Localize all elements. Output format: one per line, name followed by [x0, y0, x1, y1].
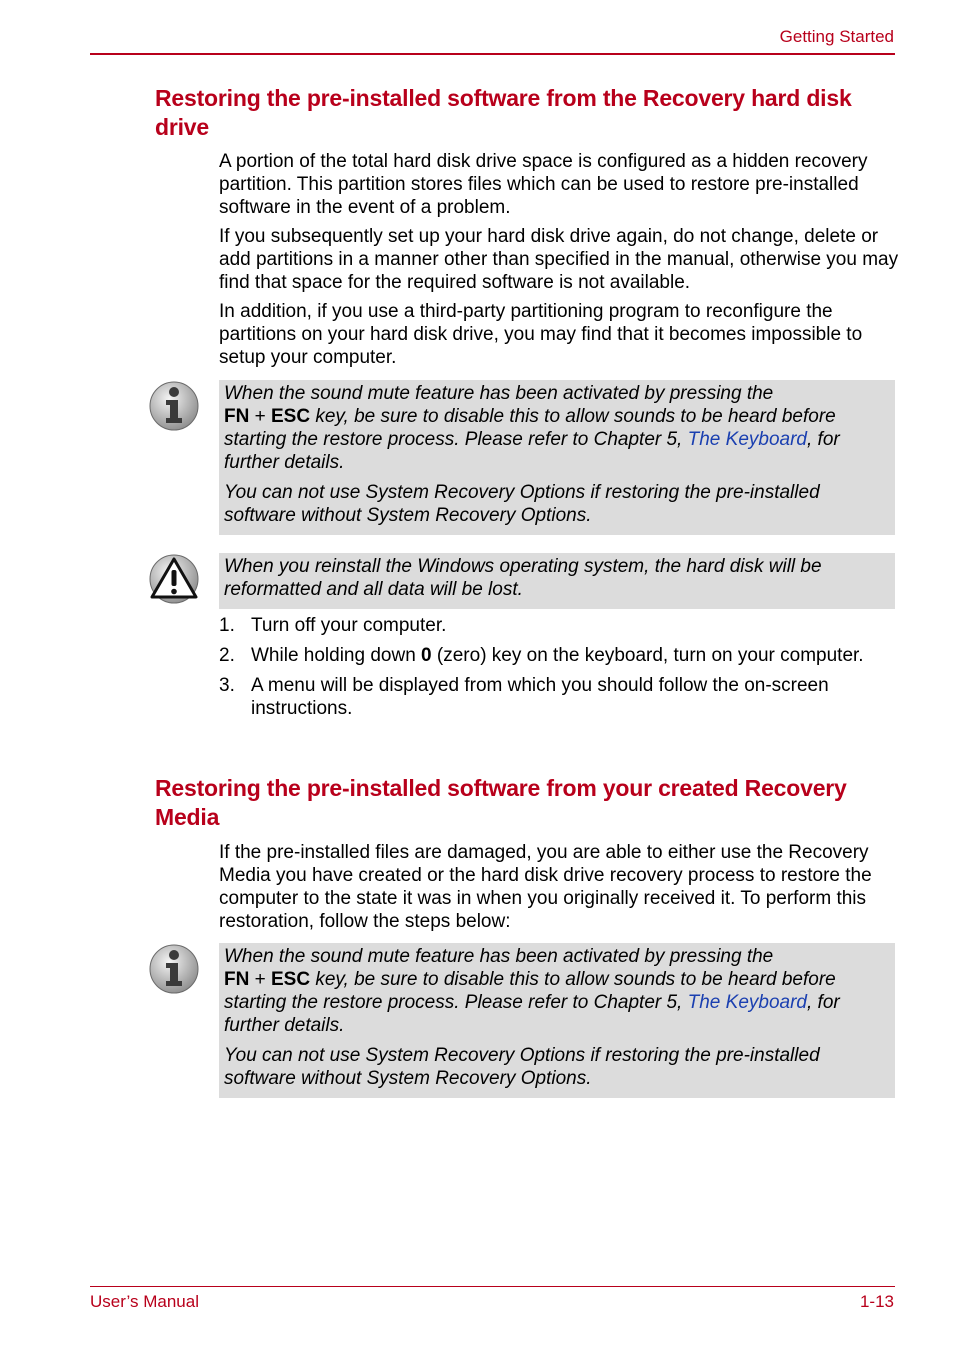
- link-the-keyboard[interactable]: The Keyboard: [687, 429, 807, 450]
- note-text: You can not use System Recovery Options if restoring the pre-installed software without System Recovery Options.: [224, 482, 820, 526]
- note-text: When the sound mute feature has been activated by pressing the FN + ESC key, be sure to disable this to allow sounds to be heard before starting the restore process. Please refer to Chapter 5, The Keyboard, for further details.: [224, 946, 840, 1036]
- page-number: 1-13: [859, 1292, 894, 1311]
- warning-icon: [148, 553, 200, 605]
- key-fn: FN: [224, 406, 250, 427]
- paragraph: If the pre-installed files are damaged, you are able to either use the Recovery Media you have created or the hard disk drive recovery process to restore the computer to the state it was in when you originally received it. To perform this restoration, follow the steps below:: [219, 842, 872, 932]
- note-box: [219, 380, 895, 535]
- list-item: 3. A menu will be displayed from which you should follow the on-screen instructions.: [219, 675, 829, 719]
- warning-box: [219, 553, 895, 609]
- link-the-keyboard[interactable]: The Keyboard: [687, 992, 807, 1013]
- list-item: 1. Turn off your computer.: [219, 615, 447, 636]
- list-item: 2. While holding down 0 (zero) key on the keyboard, turn on your computer.: [219, 645, 864, 666]
- note-text: You can not use System Recovery Options if restoring the pre-installed software without System Recovery Options.: [224, 1045, 820, 1089]
- steps-list: [219, 614, 899, 727]
- warning-text: When you reinstall the Windows operating system, the hard disk will be reformatted and all data will be lost.: [224, 556, 822, 600]
- footer-rule: [90, 1286, 895, 1287]
- paragraph: If you subsequently set up your hard disk drive again, do not change, delete or add partitions in a manner other than specified in the manual, otherwise you may find that space for the required software is not available.: [219, 226, 899, 293]
- info-icon: [148, 380, 200, 432]
- header-rule: [90, 53, 895, 55]
- section-heading-recovery-media: Restoring the pre-installed software from your created Recovery Media: [155, 775, 847, 830]
- key-esc: ESC: [271, 969, 311, 990]
- paragraph: A portion of the total hard disk drive space is configured as a hidden recovery partition. This partition stores files which can be used to restore pre-installed software in the event of a problem.: [219, 151, 868, 218]
- note-box: [219, 943, 895, 1098]
- info-icon: [148, 943, 200, 995]
- header-section-title: Getting Started: [779, 27, 894, 46]
- key-esc: ESC: [271, 406, 311, 427]
- section-heading-recovery-hdd: Restoring the pre-installed software from the Recovery hard disk drive: [155, 85, 852, 140]
- note-text: When the sound mute feature has been activated by pressing the FN + ESC key, be sure to disable this to allow sounds to be heard before starting the restore process. Please refer to Chapter 5, The Keyboard, for further details.: [224, 383, 840, 473]
- footer-manual-title: User’s Manual: [90, 1292, 199, 1311]
- paragraph: In addition, if you use a third-party partitioning program to reconfigure the partitions on your hard disk drive, you may find that it becomes impossible to setup your computer.: [219, 301, 863, 368]
- key-fn: FN: [224, 969, 250, 990]
